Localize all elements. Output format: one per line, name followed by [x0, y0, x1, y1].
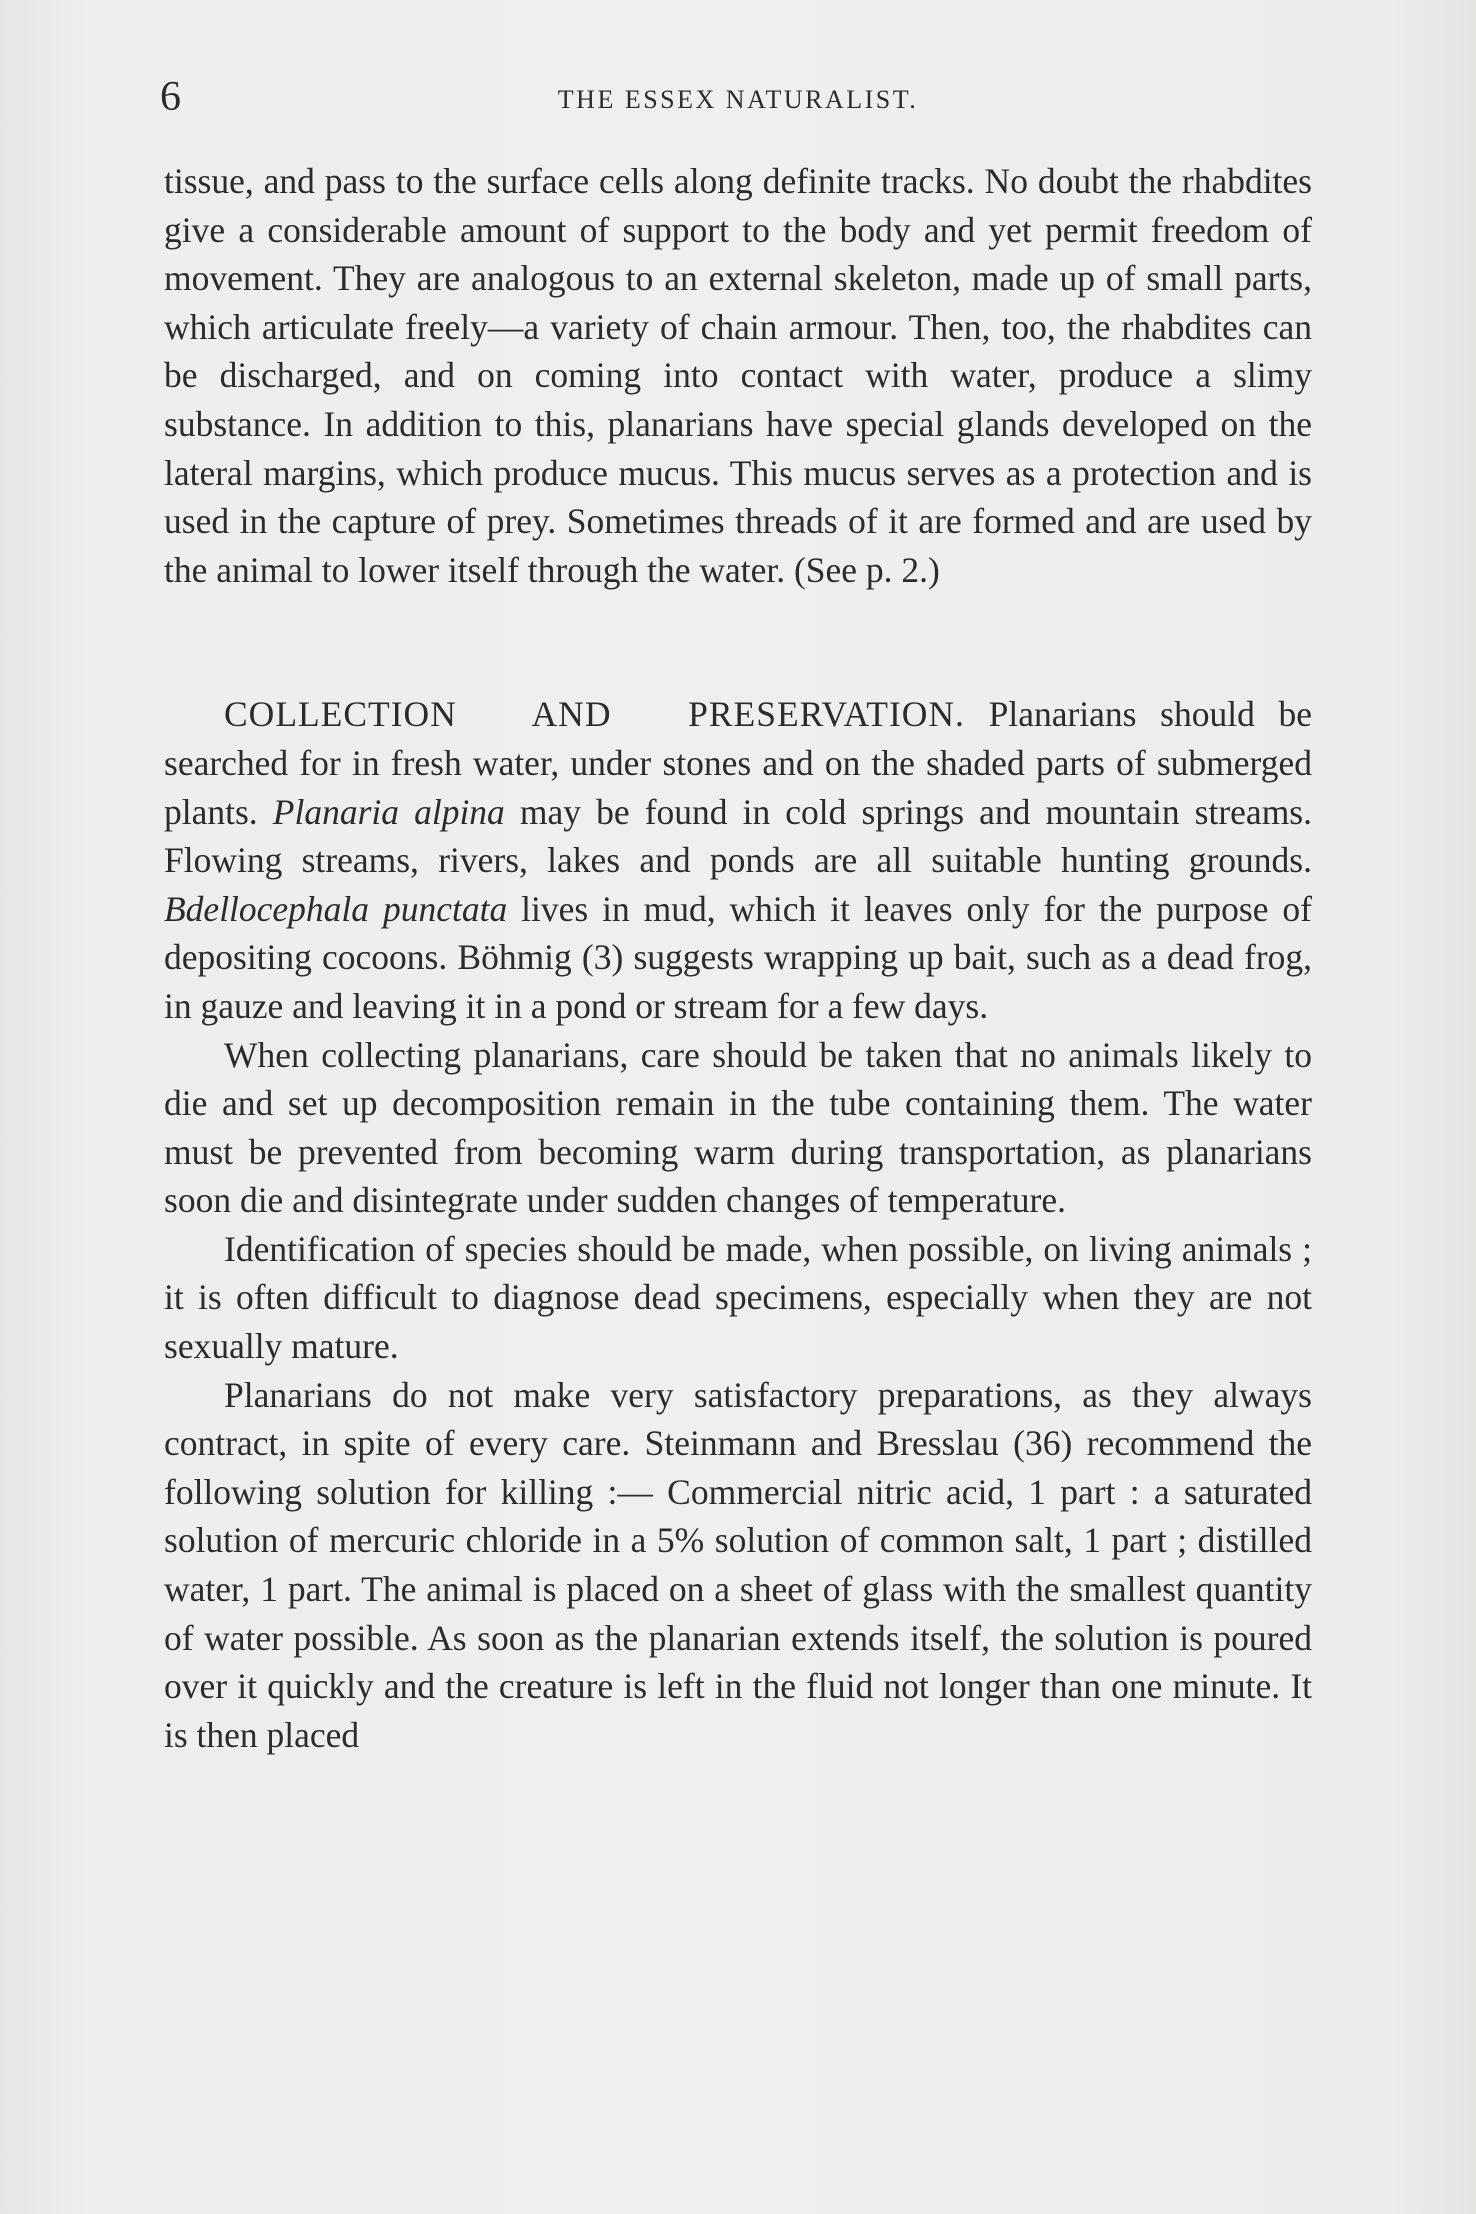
- species-name-planaria-alpina: Planaria alpina: [272, 791, 505, 832]
- page-number: 6: [160, 74, 181, 120]
- running-title: THE ESSEX NATURALIST.: [557, 85, 919, 114]
- page-header: [160, 68, 1316, 128]
- species-name-bdellocephala-punctata: Bdellocephala punctata: [164, 888, 508, 929]
- body-text: [164, 157, 1312, 1759]
- paragraph-identification: Identification of species should be made, when possible, on living animals ; it is often difficult to diagnose dead specimens, especially when they are not sexually mature.: [164, 1228, 1312, 1367]
- paragraph-collection-text-2: may be found in cold springs and mountain streams. Flowing streams, rivers, lakes and ponds are all suitable hunting grounds.: [164, 791, 1312, 881]
- paragraph-rhabdites: tissue, and pass to the surface cells along definite tracks. No doubt the rhabdites give a considerable amount of support to the body and yet permit freedom of movement. They are analogous to an external skeleton, made up of small parts, which articulate freely—a variety of chain armour. Then, too, the rhabdites can be discharged, and on coming into contact with water, produce a slimy substance. In addition to this, planarians have special glands developed on the lateral margins, which produce mucus. This mucus serves as a protection and is used in the capture of prey. Sometimes threads of it are formed and are used by the animal to lower itself through the water. (See p. 2.): [164, 161, 1312, 590]
- paragraph-collection-text-1: Planarians should be searched for in fresh water, under stones and on the shaded parts of submerged plants.: [164, 694, 1312, 832]
- paragraph-collecting-care: When collecting planarians, care should be taken that no animals likely to die and set up decomposition remain in the tube containing them. The water must be prevented from becoming warm during transportation, as planarians soon die and disintegrate under sudden changes of temperature.: [164, 1034, 1312, 1221]
- paragraph-collection-text-3: lives in mud, which it leaves only for the purpose of depositing cocoons. Böhmig (3) suggests wrapping up bait, such as a dead frog, in gauze and leaving it in a pond or stream for a few days.: [164, 888, 1313, 1026]
- section-heading: COLLECTION AND PRESERVATION.: [224, 694, 965, 735]
- paragraph-preparations: Planarians do not make very satisfactory preparations, as they always contract, in spite of every care. Steinmann and Bresslau (36) recommend the following solution for killing :— Commercial nitric acid, 1 part : a saturated solution of mercuric chloride in a 5% solution of common salt, 1 part ; distilled water, 1 part. The animal is placed on a sheet of glass with the smallest quantity of water possible. As soon as the planarian extends itself, the solution is poured over it quickly and the creature is left in the fluid not longer than one minute. It is then placed: [164, 1374, 1312, 1755]
- paragraph-collection: [164, 690, 1312, 1030]
